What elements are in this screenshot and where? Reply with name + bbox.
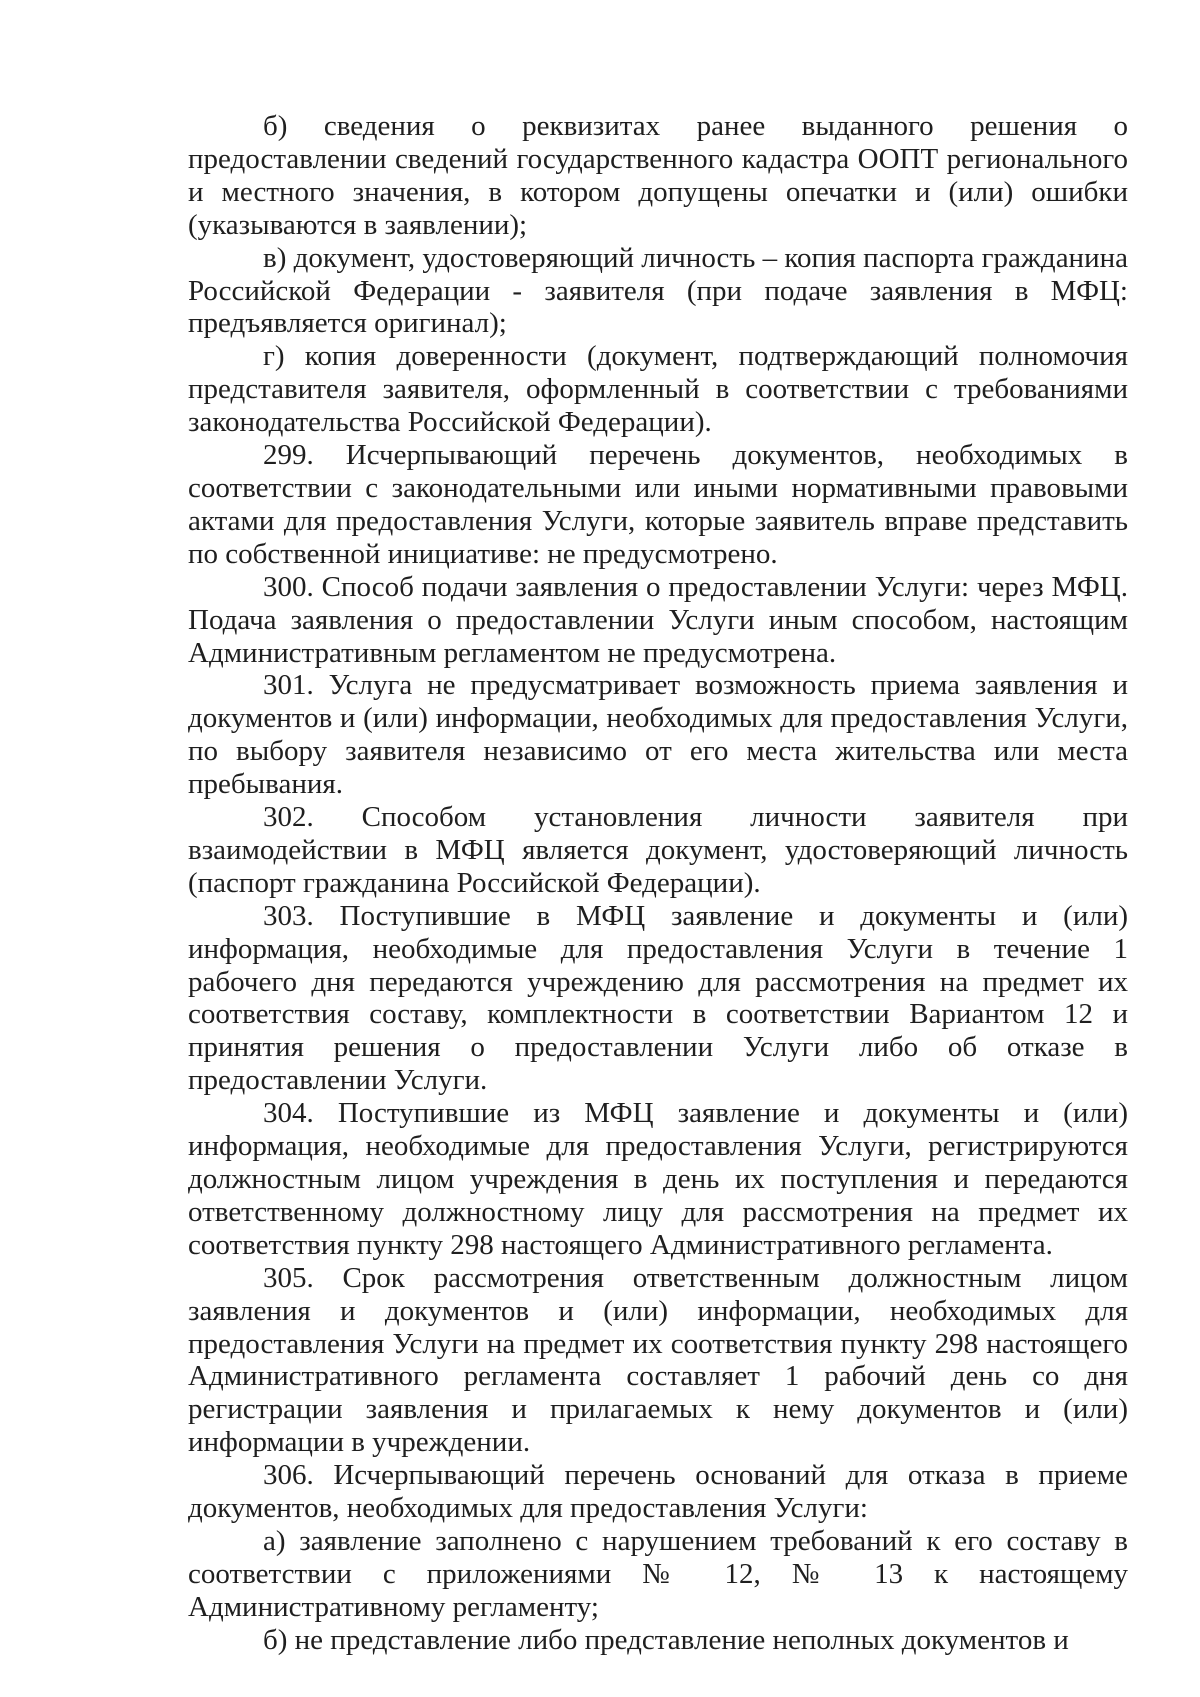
paragraph-v-identity-document: в) документ, удостоверяющий личность – копия паспорта гражданина Российской Федерации - заявителя (при подаче заявления в МФЦ: предъявляется оригинал);: [188, 241, 1128, 340]
paragraph-306-a: а) заявление заполнено с нарушением требований к его составу в соответствии с приложениями № 12, № 13 к настоящему Административному регламенту;: [188, 1524, 1128, 1623]
paragraph-299: 299. Исчерпывающий перечень документов, необходимых в соответствии с законодательными или иными нормативными правовыми актами для предоставления Услуги, которые заявитель вправе представить по собственной инициативе: не предусмотрено.: [188, 439, 1128, 570]
paragraph-300: 300. Способ подачи заявления о предоставлении Услуги: через МФЦ. Подача заявления о предоставлении Услуги иным способом, настоящим Административным регламентом не предусмотрена.: [188, 570, 1128, 669]
paragraph-b-requisites: б) сведения о реквизитах ранее выданного решения о предоставлении сведений государственного кадастра ООПТ регионального и местного значения, в котором допущены опечатки и (или) ошибки (указываются в заявлении);: [188, 110, 1128, 241]
paragraph-303: 303. Поступившие в МФЦ заявление и документы и (или) информация, необходимые для предоставления Услуги в течение 1 рабочего дня передаются учреждению для рассмотрения на предмет их соответствия составу, комплектности в соответствии Вариантом 12 и принятия решения о предоставлении Услуги либо об отказе в предоставлении Услуги.: [188, 899, 1128, 1097]
paragraph-306-b: б) не представление либо представление неполных документов и: [263, 1623, 1069, 1656]
paragraph-301: 301. Услуга не предусматривает возможность приема заявления и документов и (или) информации, необходимых для предоставления Услуги, по выбору заявителя независимо от его места жительства или места пребывания.: [188, 669, 1128, 801]
paragraph-305: 305. Срок рассмотрения ответственным должностным лицом заявления и документов и (или) информации, необходимых для предоставления Услуги на предмет их соответствия пункту 298 настоящего Административного регламента составляет 1 рабочий день со дня регистрации заявления и прилагаемых к нему документов и (или) информации в учреждении.: [188, 1261, 1128, 1459]
paragraph-g-power-of-attorney: г) копия доверенности (документ, подтверждающий полномочия представителя заявителя, оформленный в соответствии с требованиями законодательства Российской Федерации).: [188, 340, 1128, 439]
document-page: [188, 110, 1128, 1657]
paragraph-304: 304. Поступившие из МФЦ заявление и документы и (или) информация, необходимые для предоставления Услуги, регистрируются должностным лицом учреждения в день их поступления и передаются ответственному должностному лицу для рассмотрения на предмет их соответствия пункту 298 настоящего Административного регламента.: [188, 1097, 1128, 1261]
paragraph-306: 306. Исчерпывающий перечень оснований для отказа в приеме документов, необходимых для предоставления Услуги:: [188, 1459, 1128, 1525]
paragraph-302: 302. Способом установления личности заявителя при взаимодействии в МФЦ является документ, удостоверяющий личность (паспорт гражданина Российской Федерации).: [188, 801, 1128, 899]
